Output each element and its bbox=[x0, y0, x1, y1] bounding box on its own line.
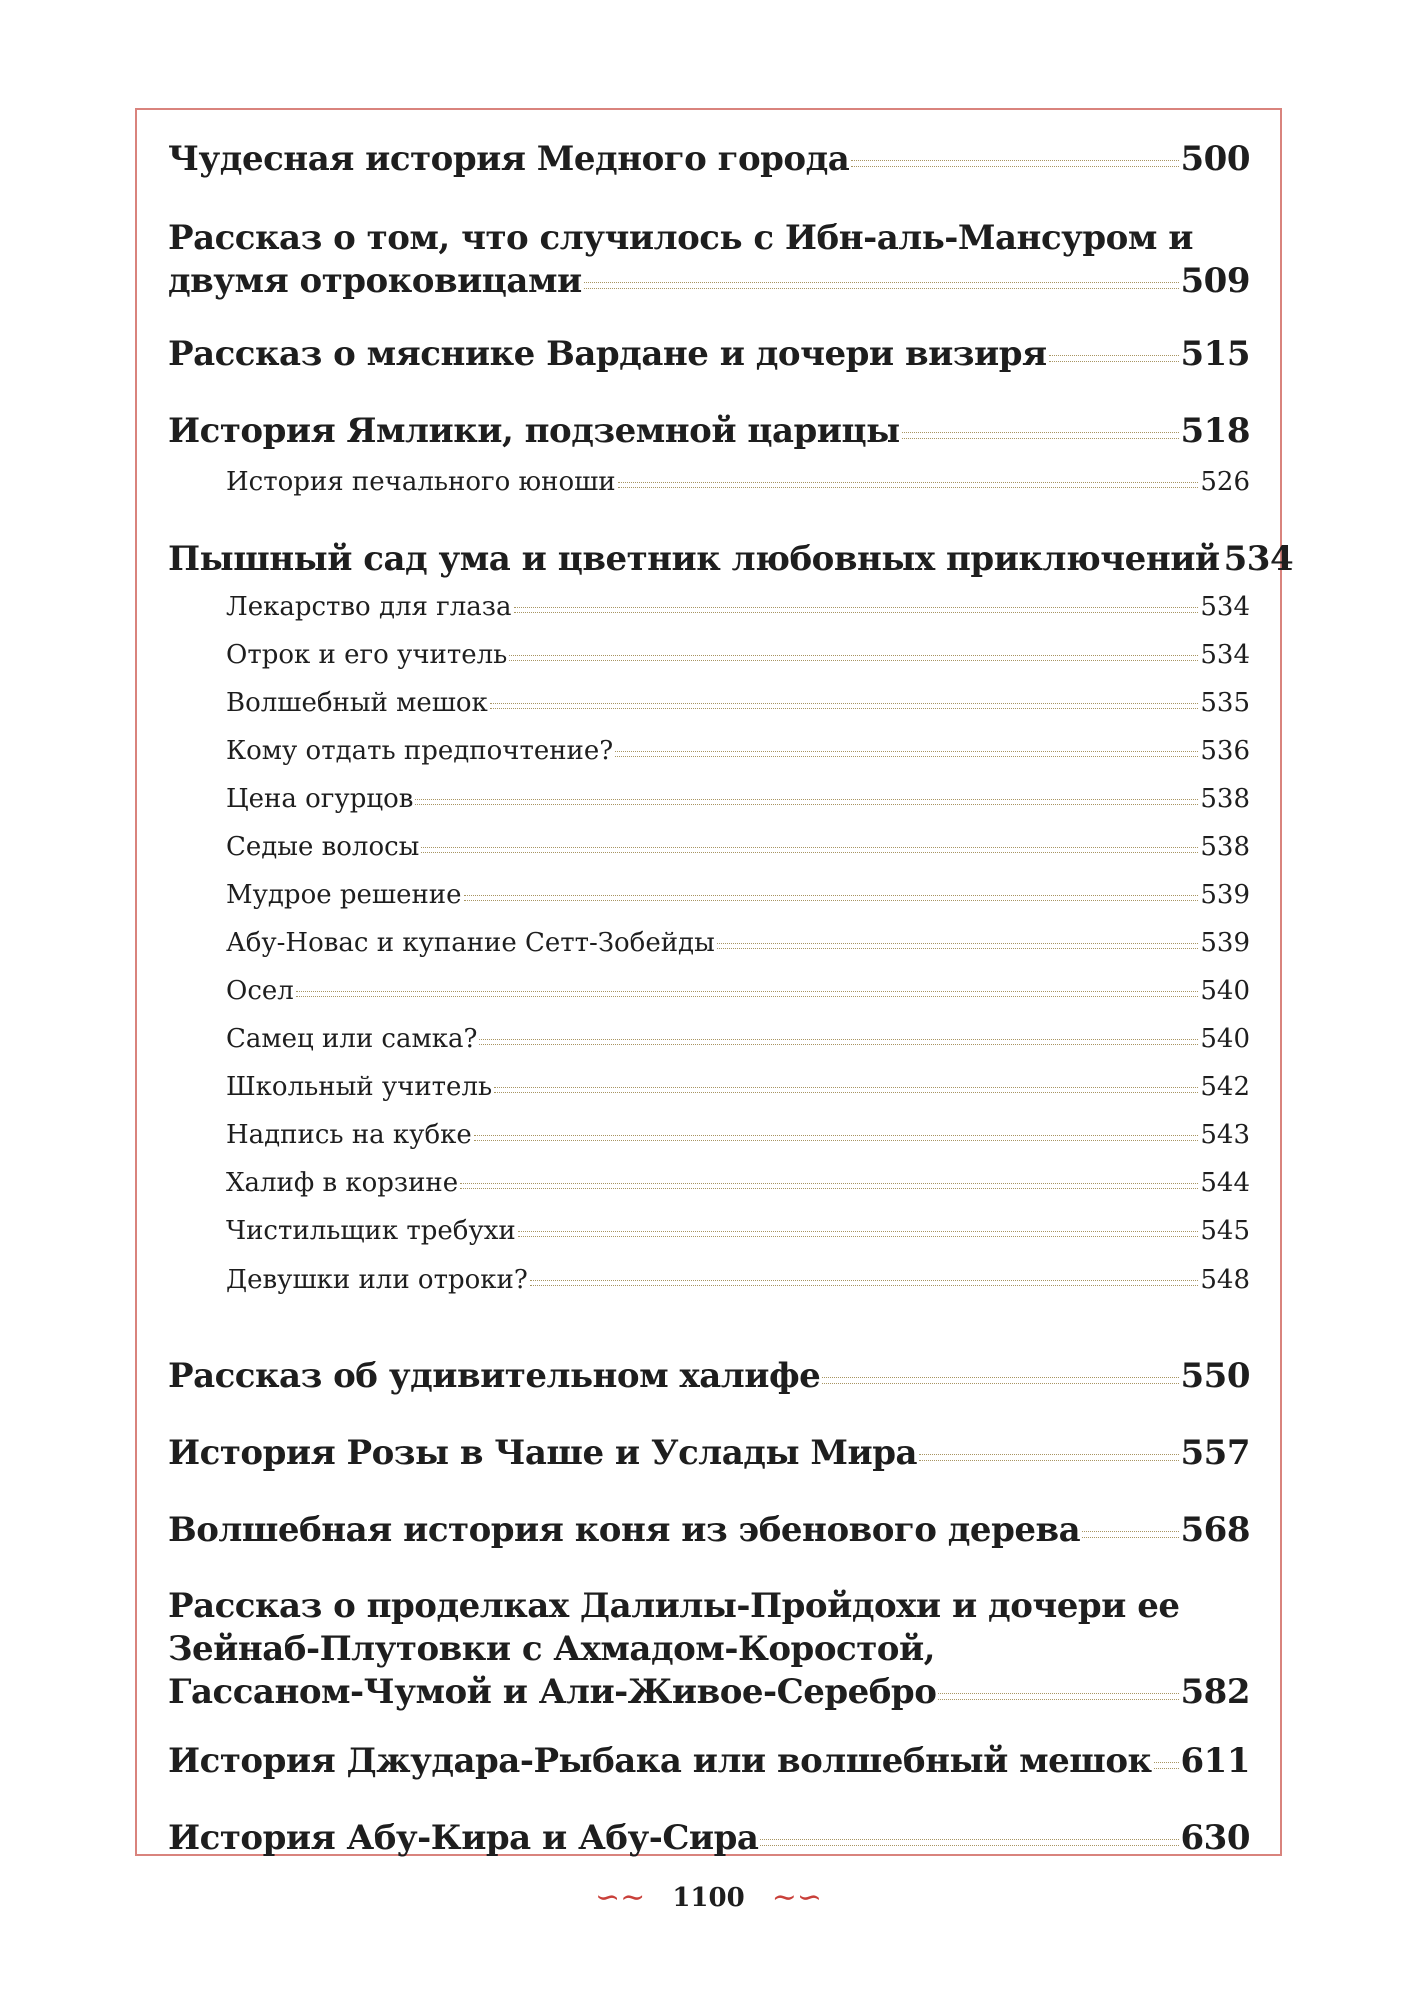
entry-title: Кому отдать предпочтение? bbox=[226, 736, 614, 766]
entry-page-number: 535 bbox=[1200, 688, 1250, 718]
toc-subentry[interactable] bbox=[168, 783, 1250, 815]
dot-leader bbox=[1082, 1531, 1178, 1538]
entry-title: Седые волосы bbox=[226, 832, 420, 862]
entry-title: Осел bbox=[226, 976, 294, 1006]
dot-leader bbox=[530, 1280, 1199, 1286]
entry-page-number: 548 bbox=[1200, 1265, 1250, 1295]
toc-entry[interactable] bbox=[168, 538, 1294, 581]
toc-entry[interactable] bbox=[168, 1740, 1250, 1783]
dot-leader bbox=[460, 1183, 1198, 1189]
dot-leader bbox=[494, 1087, 1198, 1093]
entry-title: Халиф в корзине bbox=[226, 1168, 459, 1198]
entry-page-number: 515 bbox=[1180, 334, 1250, 374]
toc-subentry[interactable] bbox=[168, 1167, 1250, 1199]
entry-page-number: 536 bbox=[1200, 736, 1250, 766]
entry-title: История Розы в Чаше и Услады Мира bbox=[168, 1433, 918, 1473]
entry-page-number: 534 bbox=[1200, 640, 1250, 670]
toc-entry[interactable] bbox=[168, 1432, 1250, 1475]
entry-page-number: 545 bbox=[1200, 1216, 1250, 1246]
dot-leader bbox=[415, 799, 1198, 805]
entry-title: Отрок и его учитель bbox=[226, 640, 508, 670]
entry-title-line: Рассказ о том, что случилось с Ибн-аль-Мансуром и bbox=[168, 218, 1193, 258]
toc-subentry[interactable] bbox=[168, 879, 1250, 911]
toc-subentry[interactable] bbox=[168, 466, 1250, 498]
toc-subentry[interactable] bbox=[168, 927, 1250, 959]
page-footer bbox=[0, 1880, 1417, 1915]
entry-title: Рассказ о мяснике Вардане и дочери визиря bbox=[168, 334, 1047, 374]
toc-entry[interactable] bbox=[168, 217, 1250, 303]
entry-title: Чудесная история Медного города bbox=[168, 139, 850, 179]
dot-leader bbox=[822, 1377, 1178, 1384]
dot-leader bbox=[760, 1839, 1178, 1846]
entry-page-number: 534 bbox=[1223, 539, 1294, 579]
toc-subentry[interactable] bbox=[168, 735, 1250, 767]
dot-leader bbox=[518, 1231, 1199, 1237]
page-number: 1100 bbox=[672, 1882, 745, 1913]
dot-leader bbox=[615, 751, 1198, 757]
left-ornament-icon: ∽∼ bbox=[594, 1880, 646, 1915]
entry-page-number: 538 bbox=[1200, 784, 1250, 814]
dot-leader bbox=[851, 160, 1178, 167]
entry-title: История Абу-Кира и Абу-Сира bbox=[168, 1818, 759, 1858]
entry-page-number: 543 bbox=[1200, 1120, 1250, 1150]
entry-title: Пышный сад ума и цветник любовных приключений bbox=[168, 539, 1220, 579]
dot-leader bbox=[490, 703, 1199, 709]
entry-title: Самец или самка? bbox=[226, 1024, 478, 1054]
entry-title: Волшебная история коня из эбенового дерева bbox=[168, 1510, 1081, 1550]
entry-title: Надпись на кубке bbox=[226, 1120, 472, 1150]
toc-subentry[interactable] bbox=[168, 639, 1250, 671]
entry-title: Цена огурцов bbox=[226, 784, 414, 814]
toc-subentry[interactable] bbox=[168, 1071, 1250, 1103]
toc-subentry[interactable] bbox=[168, 1264, 1250, 1296]
entry-page-number: 539 bbox=[1200, 928, 1250, 958]
entry-title: Девушки или отроки? bbox=[226, 1265, 528, 1295]
entry-page-number: 540 bbox=[1200, 976, 1250, 1006]
dot-leader bbox=[919, 1454, 1179, 1461]
entry-page-number: 526 bbox=[1200, 467, 1250, 497]
entry-title: Абу-Новас и купание Сетт-Зобейды bbox=[226, 928, 715, 958]
entry-page-number: 539 bbox=[1200, 880, 1250, 910]
dot-leader bbox=[296, 991, 1199, 997]
toc-subentry[interactable] bbox=[168, 975, 1250, 1007]
dot-leader bbox=[421, 847, 1198, 853]
entry-page-number: 611 bbox=[1180, 1741, 1250, 1781]
entry-page-number: 557 bbox=[1180, 1433, 1250, 1473]
entry-title: История Ямлики, подземной царицы bbox=[168, 411, 900, 451]
dot-leader bbox=[584, 282, 1179, 289]
toc-subentry[interactable] bbox=[168, 1215, 1250, 1247]
toc-entry[interactable] bbox=[168, 1585, 1250, 1714]
dot-leader bbox=[474, 1135, 1199, 1141]
toc-entry[interactable] bbox=[168, 1817, 1250, 1860]
entry-title: двумя отроковицами bbox=[168, 261, 582, 301]
dot-leader bbox=[464, 895, 1199, 901]
toc-entry[interactable] bbox=[168, 410, 1250, 453]
entry-page-number: 544 bbox=[1200, 1168, 1250, 1198]
entry-page-number: 582 bbox=[1180, 1672, 1250, 1712]
entry-title: Волшебный мешок bbox=[226, 688, 488, 718]
toc-subentry[interactable] bbox=[168, 591, 1250, 623]
toc-subentry[interactable] bbox=[168, 687, 1250, 719]
entry-title: Мудрое решение bbox=[226, 880, 462, 910]
dot-leader bbox=[938, 1693, 1178, 1700]
entry-page-number: 538 bbox=[1200, 832, 1250, 862]
entry-title: Рассказ об удивительном халифе bbox=[168, 1356, 821, 1396]
entry-title: История Джудара-Рыбака или волшебный мешок bbox=[168, 1741, 1152, 1781]
entry-page-number: 542 bbox=[1200, 1072, 1250, 1102]
toc-subentry[interactable] bbox=[168, 831, 1250, 863]
toc-subentry[interactable] bbox=[168, 1119, 1250, 1151]
entry-title-line: Рассказ о проделках Далилы-Пройдохи и дочери ее bbox=[168, 1586, 1180, 1626]
entry-title: Гассаном-Чумой и Али-Живое-Серебро bbox=[168, 1672, 937, 1712]
toc-entry[interactable] bbox=[168, 333, 1250, 376]
entry-page-number: 534 bbox=[1200, 592, 1250, 622]
toc-entry[interactable] bbox=[168, 1509, 1250, 1552]
toc-subentry[interactable] bbox=[168, 1023, 1250, 1055]
entry-page-number: 568 bbox=[1180, 1510, 1250, 1550]
entry-page-number: 509 bbox=[1180, 261, 1250, 301]
entry-title: Лекарство для глаза bbox=[226, 592, 512, 622]
dot-leader bbox=[717, 943, 1199, 949]
dot-leader bbox=[514, 607, 1199, 613]
entry-page-number: 550 bbox=[1180, 1356, 1250, 1396]
entry-page-number: 630 bbox=[1180, 1818, 1250, 1858]
entry-title: Школьный учитель bbox=[226, 1072, 493, 1102]
dot-leader bbox=[509, 655, 1198, 661]
dot-leader bbox=[479, 1039, 1198, 1045]
entry-page-number: 540 bbox=[1200, 1024, 1250, 1054]
entry-title: Чистильщик требухи bbox=[226, 1216, 516, 1246]
toc-entry[interactable] bbox=[168, 1355, 1250, 1398]
right-ornament-icon: ∼∽ bbox=[771, 1880, 823, 1915]
toc-entry[interactable] bbox=[168, 138, 1250, 181]
entry-page-number: 500 bbox=[1180, 139, 1250, 179]
entry-page-number: 518 bbox=[1180, 411, 1250, 451]
entry-title: История печального юноши bbox=[226, 467, 616, 497]
dot-leader bbox=[902, 432, 1179, 439]
dot-leader bbox=[1154, 1762, 1179, 1769]
dot-leader bbox=[1049, 355, 1179, 362]
entry-title-line: Зейнаб-Плутовки с Ахмадом-Коростой, bbox=[168, 1629, 936, 1669]
dot-leader bbox=[618, 482, 1199, 488]
